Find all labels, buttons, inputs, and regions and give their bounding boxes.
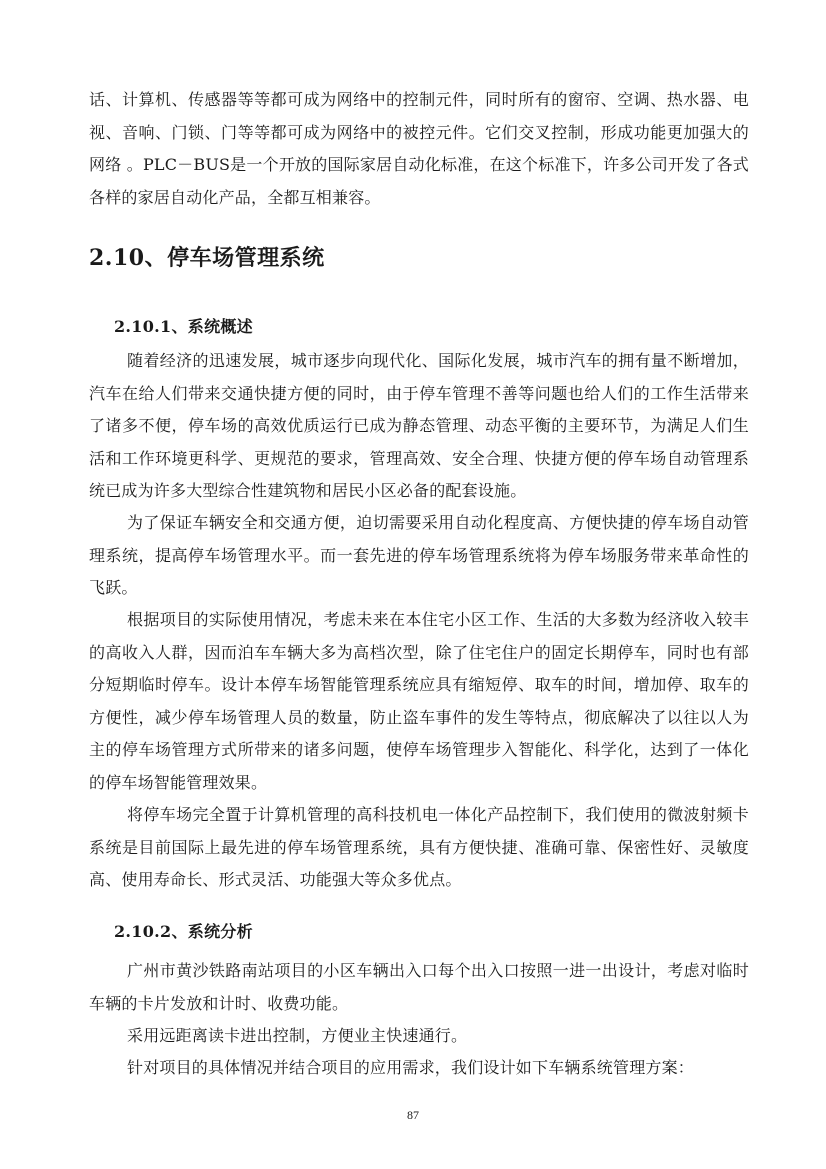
section-title: 2.10、停车场管理系统 <box>89 245 325 271</box>
subsection-title-analysis: 2.10.2、系统分析 <box>114 922 253 941</box>
overview-paragraph-4: 将停车场完全置于计算机管理的高科技机电一体化产品控制下，我们使用的微波射频卡系统是目前国际上最先进的停车场管理系统，具有方便快捷、准确可靠、保密性好、灵敏度高、使用寿命长、形式灵活、功能强大等众多优点。 <box>89 805 749 889</box>
overview-paragraph-1: 随着经济的迅速发展，城市逐步向现代化、国际化发展，城市汽车的拥有量不断增加，汽车在给人们带来交通快捷方便的同时，由于停车管理不善等问题也给人们的工作生活带来了诸多不便，停车场的高效优质运行已成为静态管理、动态平衡的主要环节，为满足人们生活和工作环境更科学、更规范的要求，管理高效、安全合理、快捷方便的停车场自动管理系统已成为许多大型综合性建筑物和居民小区必备的配套设施。 <box>89 351 749 500</box>
subsection-title-overview: 2.10.1、系统概述 <box>114 317 253 336</box>
analysis-paragraph-1: 广州市黄沙铁路南站项目的小区车辆出入口每个出入口按照一进一出设计，考虑对临时车辆的卡片发放和计时、收费功能。 <box>89 961 749 1013</box>
overview-paragraph-3: 根据项目的实际使用情况，考虑未来在本住宅小区工作、生活的大多数为经济收入较丰的高收入人群，因而泊车车辆大多为高档次型，除了住宅住户的固定长期停车，同时也有部分短期临时停车。设计本停车场智能管理系统应具有缩短停、取车的时间，增加停、取车的方便性，减少停车场管理人员的数量，防止盗车事件的发生等特点，彻底解决了以往以人为主的停车场管理方式所带来的诸多问题，使停车场管理步入智能化、科学化，达到了一体化的停车场智能管理效果。 <box>89 610 749 792</box>
analysis-paragraph-3: 针对项目的具体情况并结合项目的应用需求，我们设计如下车辆系统管理方案： <box>127 1058 695 1077</box>
intro-paragraph: 话、计算机、传感器等等都可成为网络中的控制元件，同时所有的窗帘、空调、热水器、电视、音响、门锁、门等等都可成为网络中的被控元件。它们交叉控制，形成功能更加强大的网络 。PLC－BUS是一个开放的国际家居自动化标准，在这个标准下，许多公司开发了各式各样的家居自动化产品，全都互相兼容。 <box>89 90 749 207</box>
overview-paragraph-2: 为了保证车辆安全和交通方便，迫切需要采用自动化程度高、方便快捷的停车场自动管理系统，提高停车场管理水平。而一套先进的停车场管理系统将为停车场服务带来革命性的飞跃。 <box>89 513 749 597</box>
analysis-paragraph-2: 采用远距离读卡进出控制，方便业主快速通行。 <box>127 1026 468 1045</box>
page-number: 87 <box>407 1108 419 1122</box>
